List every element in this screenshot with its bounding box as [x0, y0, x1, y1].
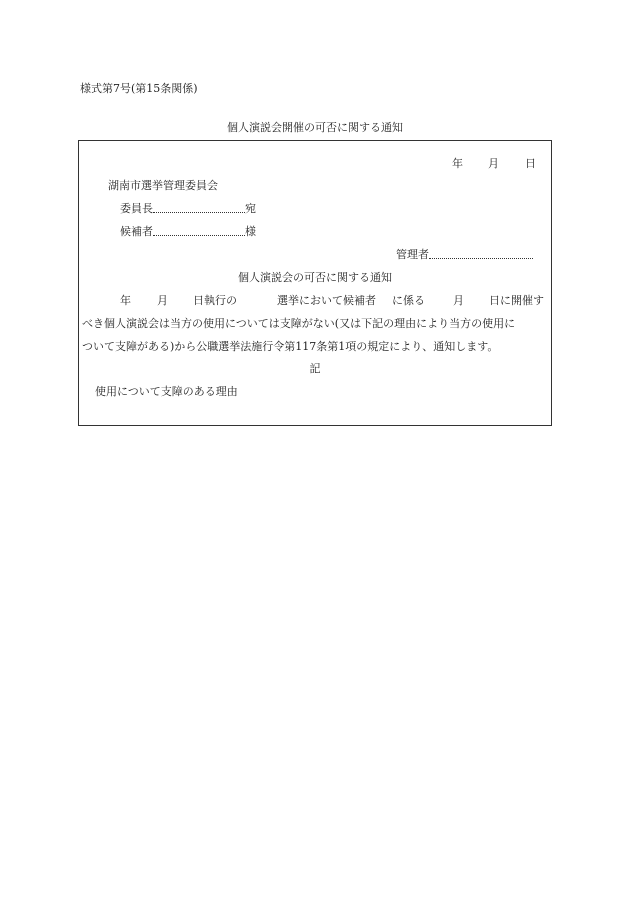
- body-line-1-day-held: 日に開催す: [489, 294, 544, 307]
- chairman-row: [120, 202, 256, 216]
- body-line-2: べき個人演説会は当方の使用については支障がない(又は下記の理由により当方の使用に: [82, 317, 516, 330]
- manager-label: 管理者: [396, 248, 429, 261]
- chairman-suffix: 宛: [245, 202, 256, 215]
- addressee: 湖南市選挙管理委員会: [108, 179, 218, 192]
- form-number: 様式第7号(第15条関係): [80, 82, 198, 95]
- date-day-label: 日: [525, 157, 536, 170]
- candidate-row: [120, 225, 256, 239]
- chairman-label: 委員長: [120, 202, 153, 215]
- body-line-3: ついて支障がある)から公職選挙法施行令第117条第1項の規定により、通知します。: [82, 340, 499, 353]
- reason-label: 使用について支障のある理由: [95, 385, 238, 398]
- body-line-1-election-candidate: 選挙において候補者: [277, 294, 376, 307]
- date-month-label: 月: [488, 157, 499, 170]
- manager-name-line: [429, 257, 533, 259]
- body-line-1-month2: 月: [453, 294, 464, 307]
- body-line-1-year: 年: [120, 294, 131, 307]
- chairman-name-line: [153, 211, 245, 213]
- body-line-1-concerning: に係る: [392, 294, 425, 307]
- document-title: 個人演説会開催の可否に関する通知: [227, 121, 403, 134]
- notice-subject: 個人演説会の可否に関する通知: [238, 271, 392, 284]
- candidate-name-line: [153, 234, 245, 236]
- candidate-suffix: 様: [245, 225, 256, 238]
- candidate-label: 候補者: [120, 225, 153, 238]
- manager-row: [396, 248, 533, 262]
- body-line-1-month: 月: [157, 294, 168, 307]
- ki-heading: 記: [309, 362, 321, 375]
- body-line-1-day-exec: 日執行の: [193, 294, 237, 307]
- date-year-label: 年: [452, 157, 463, 170]
